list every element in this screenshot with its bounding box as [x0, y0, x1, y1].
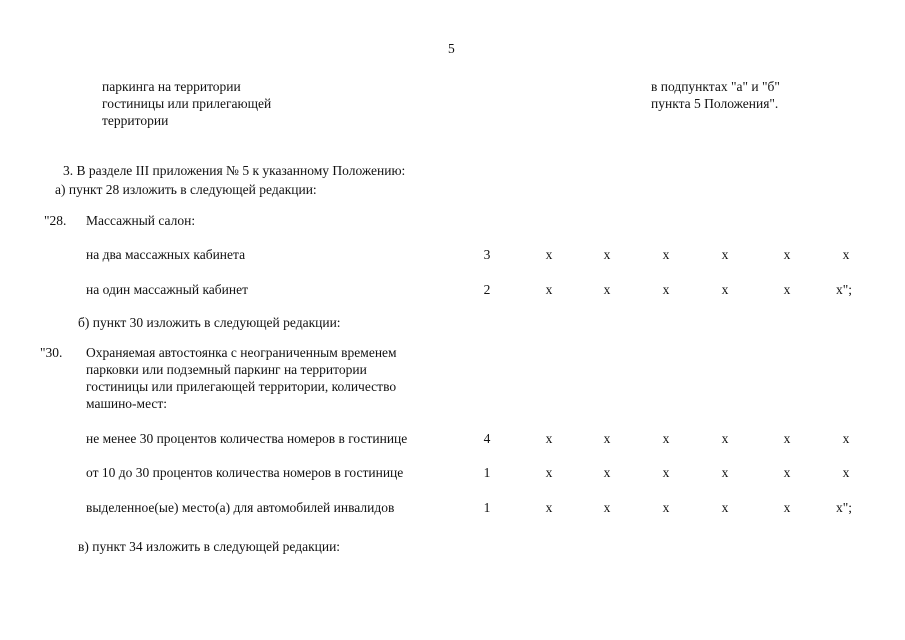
table-cell-mark: х [603, 282, 611, 297]
fragment-left-line-2: гостиницы или прилегающей [102, 96, 272, 111]
item-30-title-line-1: Охраняемая автостоянка с неограниченным временем [86, 345, 397, 360]
table-row-label: на два массажных кабинета [86, 247, 246, 262]
item-30-title-line-3: гостиницы или прилегающей территории, количество [86, 379, 397, 394]
table-cell-mark: х [545, 282, 553, 297]
table-row-label: от 10 до 30 процентов количества номеров в гостинице [86, 465, 404, 480]
subpoint-c: в) пункт 34 изложить в следующей редакции: [78, 539, 341, 554]
table-cell-mark: х [721, 431, 729, 446]
item-30-title-line-4: машино-мест: [86, 396, 168, 411]
table-cell-mark: х [842, 431, 850, 446]
subpoint-b: б) пункт 30 изложить в следующей редакции: [78, 315, 341, 330]
fragment-right-line-1: в подпунктах "а" и "б" [651, 79, 780, 94]
table-cell-mark: х [662, 431, 670, 446]
table-cell-mark: х [783, 431, 791, 446]
table-row-label: на один массажный кабинет [86, 282, 249, 297]
section-intro: 3. В разделе III приложения № 5 к указанному Положению: [63, 163, 406, 178]
page-number: 5 [448, 41, 455, 56]
table-row-label: выделенное(ые) место(а) для автомобилей инвалидов [86, 500, 395, 515]
table-cell-mark: х [842, 247, 850, 262]
table-row-score: 1 [483, 500, 491, 515]
table-cell-mark: х [603, 500, 611, 515]
table-cell-mark: х [603, 247, 611, 262]
table-cell-mark: х [783, 282, 791, 297]
table-cell-mark: х [545, 431, 553, 446]
subpoint-a: а) пункт 28 изложить в следующей редакции: [55, 182, 317, 197]
table-cell-mark: х [842, 465, 850, 480]
item-28-title: Массажный салон: [86, 213, 196, 228]
table-cell-mark: х [603, 465, 611, 480]
fragment-left-line-3: территории [102, 113, 169, 128]
table-row-score: 4 [483, 431, 491, 446]
table-cell-mark: х [721, 500, 729, 515]
table-cell-mark: х [783, 500, 791, 515]
fragment-right-line-2: пункта 5 Положения". [651, 96, 779, 111]
table-cell-mark: х [721, 465, 729, 480]
table-row-score: 2 [483, 282, 491, 297]
table-cell-mark: х [545, 247, 553, 262]
table-row-score: 3 [483, 247, 491, 262]
table-cell-mark: х [662, 282, 670, 297]
table-cell-mark: х [783, 465, 791, 480]
table-row-label: не менее 30 процентов количества номеров в гостинице [86, 431, 408, 446]
item-30-title-line-2: парковки или подземный паркинг на территории [86, 362, 367, 377]
table-cell-mark: х [545, 465, 553, 480]
table-cell-mark: х [545, 500, 553, 515]
table-cell-mark: х [783, 247, 791, 262]
item-28-number: "28. [44, 213, 67, 228]
table-cell-mark: х [721, 282, 729, 297]
table-cell-mark: х [721, 247, 729, 262]
fragment-left-line-1: паркинга на территории [102, 79, 241, 94]
table-row-score: 1 [483, 465, 491, 480]
table-cell-mark: х [603, 431, 611, 446]
table-cell-mark: х [662, 247, 670, 262]
table-cell-mark: х"; [836, 282, 853, 297]
table-cell-mark: х [662, 465, 670, 480]
table-cell-mark: х [662, 500, 670, 515]
item-30-number: "30. [40, 345, 63, 360]
table-cell-mark: х"; [836, 500, 853, 515]
